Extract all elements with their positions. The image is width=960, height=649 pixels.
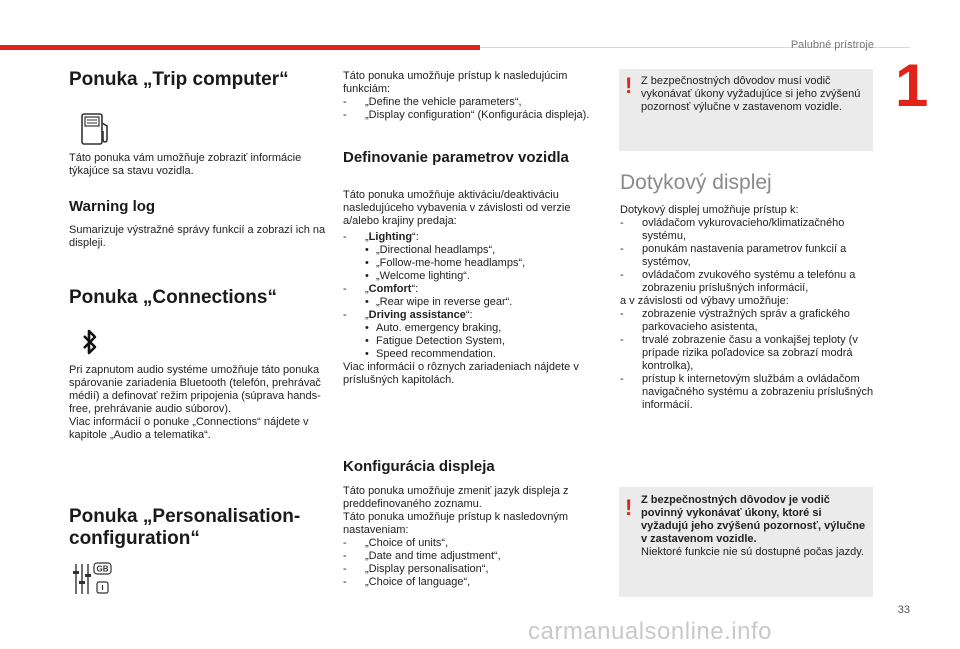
driving-warning-text: Niektoré funkcie nie sú dostupné počas jazdy. <box>641 546 864 558</box>
list-item: • Fatigue Detection System, <box>343 335 605 348</box>
list-item: - „Define the vehicle parameters“, <box>343 96 601 109</box>
touch-display-intro2: a v závislosti od výbavy umožňuje: <box>620 295 789 307</box>
define-parameters-outro: Viac informácií o rôznych zariadeniach nájdete v príslušných kapitolách. <box>343 361 579 386</box>
warning-log-heading: Warning log <box>69 198 156 215</box>
list-item: - „Display personalisation“, <box>343 563 603 576</box>
header-accent-bar <box>0 45 480 50</box>
chapter-number: 1 <box>895 52 929 119</box>
trip-computer-heading: Ponuka „Trip computer“ <box>69 69 289 90</box>
list-item: • „Welcome lighting“. <box>343 270 605 283</box>
menu-intro-list <box>343 96 601 122</box>
page-number: 33 <box>897 604 910 616</box>
define-parameters-text: Táto ponuka umožňuje aktiváciu/deaktiváciu nasledujúceho vybavenia v závislosti od verzie a/alebo krajiny predaja: <box>343 189 571 227</box>
list-item: - ovládačom zvukového systému a telefónu a zobrazeniu príslušných informácií, <box>620 269 878 295</box>
connections-text: Pri zapnutom audio systéme umožňuje táto ponuka spárovanie zariadenia Bluetooth (telefón, prehrávač médií) a definovať režim pripojenia (súprava hands-free, prehrávanie audio súborov). <box>69 364 321 415</box>
touch-display-list2 <box>620 308 878 412</box>
list-item: - „Comfort“: <box>343 283 605 296</box>
list-item: - „Driving assistance“: <box>343 309 605 322</box>
bluetooth-icon <box>81 327 99 362</box>
driving-warning-bold: Z bezpečnostných dôvodov je vodič povinný vykonávať úkony, ktoré si vyžadujú jeho zvýšenú pozornosť, výlučne v zastavenom vozidle. <box>641 494 866 545</box>
watermark: carmanualsonline.info <box>528 618 772 645</box>
settings-sliders-icon <box>72 561 114 602</box>
define-parameters-groups <box>343 231 605 387</box>
list-item: • „Rear wipe in reverse gear“. <box>343 296 605 309</box>
list-item: • „Directional headlamps“, <box>343 244 605 257</box>
list-item: - „Display configuration“ (Konfigurácia displeja). <box>343 109 601 122</box>
trip-computer-text: Táto ponuka vám umožňuje zobraziť informácie týkajúce sa stavu vozidla. <box>69 152 302 177</box>
list-item: - „Lighting“: <box>343 231 605 244</box>
group-name-comfort: Comfort <box>368 283 412 295</box>
list-item: • „Follow-me-home headlamps“, <box>343 257 605 270</box>
safety-warning-text: Z bezpečnostných dôvodov musí vodič vykonávať úkony vyžadujúce si jeho zvýšenú pozornosť výlučne v zastavenom vozidle. <box>641 75 861 113</box>
list-item: - „Choice of units“, <box>343 537 603 550</box>
list-item: - ovládačom vykurovacieho/klimatizačného systému, <box>620 217 878 243</box>
list-item: - zobrazenie výstražných správ a grafického parkovacieho asistenta, <box>620 308 878 334</box>
display-configuration-text2: Táto ponuka umožňuje prístup k nasledovným nastaveniam: <box>343 511 569 536</box>
list-item: - „Choice of language“, <box>343 576 603 589</box>
list-item: • Auto. emergency braking, <box>343 322 605 335</box>
list-item: - trvalé zobrazenie času a vonkajšej teploty (v prípade rizika poľadovice sa zobrazí modrá kontrolka), <box>620 334 878 373</box>
touch-display-list <box>620 217 878 295</box>
group-name-driving-assistance: Driving assistance <box>368 309 466 321</box>
display-configuration-list <box>343 537 603 589</box>
list-item: • Speed recommendation. <box>343 348 605 361</box>
display-configuration-text: Táto ponuka umožňuje zmeniť jazyk displeja z preddefinovaného zoznamu. <box>343 485 569 510</box>
personalisation-heading-line2: configuration“ <box>69 528 200 549</box>
menu-intro-text: Táto ponuka umožňuje prístup k nasledujúcim funkciám: <box>343 70 568 95</box>
warning-icon: ! <box>625 73 633 98</box>
group-name-lighting: Lighting <box>368 231 413 243</box>
section-title: Palubné prístroje <box>790 39 874 51</box>
language-label: GB <box>96 564 109 574</box>
warning-log-text: Sumarizuje výstražné správy funkcií a zobrazí ich na displeji. <box>69 224 326 249</box>
touch-display-heading: Dotykový displej <box>620 171 772 194</box>
personalisation-heading-line1: Ponuka „Personalisation- <box>69 506 301 527</box>
display-configuration-heading: Konfigurácia displeja <box>343 458 495 475</box>
warning-icon: ! <box>625 495 633 520</box>
list-item: - ponukám nastavenia parametrov funkcií a systémov, <box>620 243 878 269</box>
list-item: - prístup k internetovým službám a ovládačom navigačného systému a zobrazeniu príslušných informácií. <box>620 373 878 412</box>
connections-heading: Ponuka „Connections“ <box>69 287 277 308</box>
driving-warning-box <box>619 487 873 597</box>
connections-more-text: Viac informácií o ponuke „Connections“ nájdete v kapitole „Audio a telematika“. <box>69 416 309 441</box>
list-item: - „Date and time adjustment“, <box>343 550 603 563</box>
define-parameters-heading: Definovanie parametrov vozidla <box>343 149 569 166</box>
fuel-pump-icon <box>80 111 112 152</box>
safety-warning-box <box>619 69 873 151</box>
touch-display-intro: Dotykový displej umožňuje prístup k: <box>620 204 799 216</box>
